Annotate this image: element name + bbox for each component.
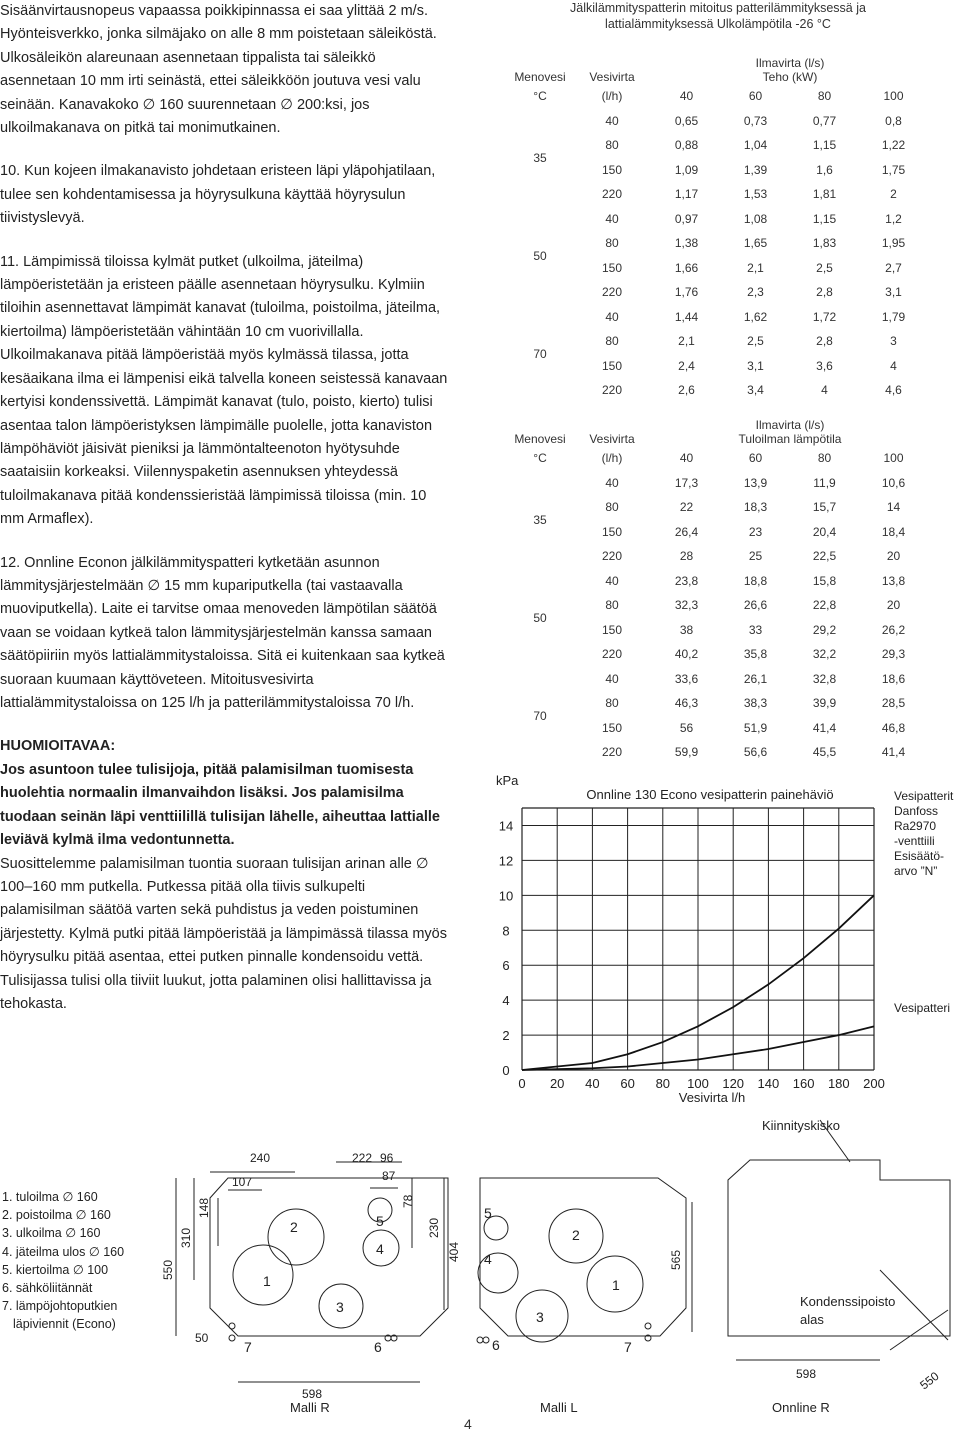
dim-598: 598 [302, 1387, 323, 1401]
flow-cell: 80 [605, 138, 619, 153]
value-cell: 1,15 [812, 138, 837, 153]
port-label-7-r: 7 [244, 1339, 252, 1355]
value-cell: 51,9 [743, 720, 768, 735]
value-cell: 29,2 [812, 622, 837, 637]
flow-cell: 40 [605, 113, 619, 128]
legend-item-4: 4. jäteilma ulos ∅ 160 [2, 1244, 125, 1259]
value-cell: 3,1 [747, 358, 764, 373]
value-cell: 18,8 [743, 573, 768, 588]
value-cell: 1,53 [743, 187, 768, 202]
x-tick-label: 140 [757, 1076, 780, 1091]
value-cell: 4 [890, 358, 897, 373]
value-cell: 56 [679, 720, 694, 735]
flow-cell: 80 [605, 236, 619, 251]
notice-heading: HUOMIOITAVAA: [0, 738, 116, 755]
label-malli-l: Malli L [540, 1400, 578, 1415]
value-cell: 22 [679, 500, 694, 515]
flow-cell: 40 [605, 211, 619, 226]
airflow-col-60: 60 [748, 451, 763, 466]
legend-item-1: 1. tuloilma ∅ 160 [2, 1190, 98, 1204]
dim-148: 148 [197, 1197, 211, 1218]
flow-cell: 40 [605, 671, 619, 686]
value-cell: 2,7 [885, 260, 902, 275]
value-cell: 41,4 [881, 745, 906, 760]
value-cell: 17,3 [674, 475, 699, 490]
flow-cell: 80 [605, 598, 619, 613]
value-cell: 4,6 [885, 383, 902, 398]
value-cell: 28,5 [881, 696, 906, 711]
value-cell: 1,09 [674, 162, 699, 177]
value-cell: 26,6 [743, 598, 768, 613]
valve-annotation-line: arvo ”N” [894, 864, 938, 878]
dim-565: 565 [669, 1249, 683, 1270]
airflow-title: Ilmavirta (l/s) [755, 418, 825, 432]
chart-x-ticks [518, 1076, 884, 1091]
dim-404: 404 [447, 1241, 461, 1262]
table1-caption-line1: Jälkilämmityspatterin mitoitus patterilämmityksessä ja [570, 1, 866, 15]
valve-annotation-line: Vesipatterit [894, 789, 954, 803]
dim-50: 50 [195, 1331, 209, 1345]
value-cell: 2,4 [678, 358, 695, 373]
legend-item-7: 7. lämpöjohtoputkien [2, 1299, 118, 1314]
notice-bold-text: Jos asuntoon tulee tulisijoja, pitää palamisilman tuomisesta huolehtia normaalin ilmanvaihdon lisäksi. Jos palamisilma tuodaan seinän läpi venttiilillä tulisijan lähelle, aiheuttaa lattialle leviävä kylmä ilma vedontunnetta. [0, 761, 440, 849]
value-cell: 1,79 [881, 309, 906, 324]
value-cell: 18,6 [881, 671, 906, 686]
value-cell: 1,81 [812, 187, 837, 202]
label-malli-r: Malli R [290, 1400, 330, 1415]
chart-y-unit: kPa [496, 773, 519, 788]
legend-item-2: 2. poistoilma ∅ 160 [2, 1208, 111, 1223]
x-tick-label: 120 [722, 1076, 745, 1091]
port-label-2-r: 2 [290, 1219, 298, 1235]
value-cell: 11,9 [813, 475, 836, 490]
airflow-subtitle: Tuloilman lämpötila [738, 432, 842, 446]
value-cell: 1,75 [881, 162, 906, 177]
dim-222: 222 [352, 1151, 373, 1165]
header-row [508, 410, 928, 446]
unit-drawings [0, 1110, 960, 1436]
table1-caption [508, 0, 928, 32]
flow-cell: 150 [601, 622, 623, 637]
value-cell: 29,3 [881, 647, 906, 662]
value-cell: 32,2 [812, 647, 837, 662]
chart-x-label: Vesivirta l/h [678, 1090, 746, 1105]
value-cell: 56,6 [743, 745, 768, 760]
value-cell: 1,66 [674, 260, 699, 275]
value-cell: 1,08 [743, 211, 768, 226]
value-cell: 20,4 [812, 524, 837, 539]
x-tick-label: 60 [620, 1076, 635, 1091]
value-cell: 22,8 [812, 598, 837, 613]
value-cell: 1,95 [881, 236, 906, 251]
y-tick-label: 12 [498, 853, 514, 869]
value-cell: 18,3 [743, 500, 768, 515]
y-tick-label: 10 [498, 888, 514, 904]
value-cell: 0,65 [674, 113, 699, 128]
vesivirta-header: Vesivirta [589, 432, 635, 446]
x-tick-label: 20 [549, 1076, 565, 1091]
x-tick-label: 0 [518, 1076, 526, 1091]
port-2-r [268, 1209, 324, 1265]
flow-cell: 150 [601, 720, 623, 735]
temperature-cell: 70 [533, 708, 547, 723]
value-cell: 3,6 [816, 358, 833, 373]
x-tick-label: 100 [687, 1076, 709, 1091]
header-row [508, 48, 928, 84]
airflow-subtitle: Teho (kW) [762, 70, 818, 84]
unit-flow: (l/h) [601, 451, 623, 466]
flow-cell: 220 [601, 187, 623, 202]
x-tick-label: 180 [827, 1076, 850, 1091]
chart-grid [522, 808, 874, 1070]
table-row [508, 207, 928, 232]
value-cell: 13,8 [881, 573, 906, 588]
airflow-col-40: 40 [679, 451, 694, 466]
label-condensate-1: Kondenssipoisto [800, 1294, 896, 1309]
value-cell: 26,1 [743, 671, 768, 686]
airflow-header [652, 48, 928, 84]
value-cell: 1,44 [674, 309, 699, 324]
label-kiinnityskisko: Kiinnityskisko [762, 1118, 841, 1133]
temperature-cell: 50 [533, 248, 547, 263]
dim-550-onnline: 550 [917, 1368, 942, 1393]
value-cell: 3,1 [885, 285, 902, 300]
value-cell: 2,6 [678, 383, 695, 398]
menovesi-header: Menovesi [514, 432, 566, 446]
airflow-col-80: 80 [817, 89, 832, 104]
flow-cell: 220 [601, 647, 623, 662]
table-row [508, 667, 928, 692]
temperature-cell: 35 [533, 150, 547, 165]
page-number: 4 [464, 1416, 472, 1432]
value-cell: 33,6 [674, 671, 699, 686]
label-condensate-2: alas [800, 1312, 824, 1327]
temperature-cell: 35 [533, 512, 547, 527]
value-cell: 1,17 [674, 187, 699, 202]
value-cell: 2,1 [678, 334, 695, 349]
flow-cell: 80 [605, 334, 619, 349]
port-label-2-l: 2 [572, 1227, 580, 1243]
legend-item-6: 6. sähköliitännät [2, 1281, 93, 1296]
value-cell: 0,97 [674, 211, 699, 226]
x-tick-label: 80 [655, 1076, 671, 1091]
value-cell: 45,5 [812, 745, 837, 760]
value-cell: 1,2 [885, 211, 902, 226]
table-row [508, 569, 928, 594]
chart-title: Onnline 130 Econo vesipatterin painehäviö [586, 787, 834, 802]
value-cell: 13,9 [743, 475, 768, 490]
port-label-3-l: 3 [536, 1309, 544, 1325]
pressure-loss-chart [490, 770, 960, 1110]
chart-y-ticks [499, 818, 513, 1078]
port-label-5-r: 5 [376, 1213, 384, 1229]
value-cell: 2,1 [747, 260, 764, 275]
airflow-col-80: 80 [817, 451, 832, 466]
value-cell: 2,8 [816, 334, 833, 349]
port-label-3-r: 3 [336, 1299, 344, 1315]
valve-annotation-line: Danfoss [894, 804, 939, 818]
value-cell: 1,76 [674, 285, 699, 300]
malli-l-outline [480, 1178, 686, 1336]
value-cell: 23,8 [674, 573, 699, 588]
airflow-header [652, 410, 928, 446]
value-cell: 4 [821, 383, 828, 398]
value-cell: 1,22 [881, 138, 906, 153]
value-cell: 2 [890, 187, 897, 202]
value-cell: 1,72 [812, 309, 837, 324]
value-cell: 1,62 [743, 309, 768, 324]
value-cell: 1,83 [812, 236, 837, 251]
value-cell: 14 [886, 500, 901, 515]
flow-cell: 40 [605, 475, 619, 490]
port-label-6-r: 6 [374, 1339, 382, 1355]
value-cell: 46,3 [674, 696, 699, 711]
legend-item-7-cont: läpiviennit (Econo) [13, 1317, 116, 1332]
table-row [508, 109, 928, 134]
value-cell: 40,2 [674, 647, 699, 662]
left-column [0, 0, 452, 1016]
paragraph-11: 11. Lämpimissä tiloissa kylmät putket (ulkoilma, jäteilma) lämpöeristetään ja eristeen päälle asennetaan höyrysulku. Kylmiin tiloihin asennettavat lämpimät kanavat (tuloilma, poistoilma, jäteilma, kiertoilma) lämpöeristetään vähintään 10 cm vuorivillalla. Ulkoilmakanava pitää lämpöeristää myös kylmässä tilassa, jotta kesäaikana ilma ei lämpenisi eikä talvella koneen seistessä kanavaan kertyisi kondenssivettä. Lämpimät kanavat (tulo, poisto, kierto) tulisi asentaa talon lämpöeristyksen lämpimälle puolelle, jotta kanaviston lämpöhäviöt jäisivät pieniksi ja lämmöntalteenoton hyötysuhde saataisiin korkeaksi. Viilennyspaketin asennuksen yhteydessä tuloilmakanava pitää kondenssieristää lämpimissä tiloissa (min. 10 mm Armaflex). [0, 253, 448, 528]
flow-cell: 220 [601, 745, 623, 760]
flow-cell: 220 [601, 549, 623, 564]
airflow-title: Ilmavirta (l/s) [755, 56, 825, 70]
legend-item-3: 3. ulkoilma ∅ 160 [2, 1226, 101, 1241]
flow-cell: 80 [605, 500, 619, 515]
dim-310: 310 [179, 1227, 193, 1248]
value-cell: 32,8 [812, 671, 837, 686]
dim-240: 240 [250, 1151, 271, 1165]
port-label-1-l: 1 [612, 1277, 620, 1293]
paragraph-10: 10. Kun kojeen ilmakanavisto johdetaan eristeen läpi yläpohjatilaan, tulee sen kohdentamisessa ja höyrysulkuna käyttää höyrysulun tiivistyslevyä. [0, 163, 436, 227]
port-label-6-l: 6 [492, 1337, 500, 1353]
label-onnline-r: Onnline R [772, 1400, 830, 1415]
x-tick-label: 160 [792, 1076, 815, 1091]
vesivirta-header: Vesivirta [589, 70, 635, 84]
value-cell: 25 [748, 549, 763, 564]
paragraph-12: 12. Onnline Econon jälkilämmityspatteri kytketään asunnon lämmitysjärjestelmään ∅ 15 mm kupariputkella (tai vastaavalla muoviputkella). Laite ei tarvitse omaa menoveden lämpötilan säätöä vaan se voidaan kytkeä talon lämmitysjärjestelmän kanssa samaan säätöpiiriin myös lattialämmitystaloissa. Sitä ei kuitenkaan saa kytkeä suoraan kuumaan käyttöveteen. Mitoitusvesivirta lattialämmitystaloissa on 125 l/h ja patterilämmitystaloissa 70 l/h. [0, 554, 445, 711]
temperature-cell: 70 [533, 346, 547, 361]
unit-flow: (l/h) [601, 89, 623, 104]
value-cell: 3 [890, 334, 897, 349]
flow-cell: 150 [601, 162, 623, 177]
legend-item-5: 5. kiertoilma ∅ 100 [2, 1262, 109, 1277]
value-cell: 28 [679, 549, 694, 564]
unit-celsius: °C [533, 89, 547, 104]
value-cell: 1,38 [674, 236, 699, 251]
value-cell: 0,77 [812, 113, 837, 128]
value-cell: 2,5 [816, 260, 833, 275]
airflow-col-60: 60 [748, 89, 763, 104]
small-port-r-a [229, 1323, 235, 1329]
table1-caption-line2: lattialämmityksessä Ulkolämpötila -26 °C [605, 17, 831, 31]
value-cell: 2,8 [816, 285, 833, 300]
port-label-4-l: 4 [484, 1251, 492, 1267]
valve-annotation-line: Esisäätö- [894, 849, 945, 863]
value-cell: 32,3 [674, 598, 699, 613]
paragraph-intro: Sisäänvirtausnopeus vapaassa poikkipinnassa ei saa ylittää 2 m/s. Hyönteisverkko, jonka silmäjako on alle 8 mm poistetaan säleiköstä. Ulkosäleikön alareunaan asennetaan tippalista tai säleikkö asennetaan 10 mm irti seinästä, ettei säleikköön joutuva vesi valu seinään. Kanavakoko ∅ 160 suurennetaan ∅ 200:ksi, jos ulkoilmakanava on pitkä tai monimutkainen. [0, 3, 437, 137]
value-cell: 59,9 [674, 745, 699, 760]
value-cell: 1,04 [743, 138, 768, 153]
small-port-l-b [483, 1337, 489, 1343]
value-cell: 1,15 [812, 211, 837, 226]
value-cell: 26,2 [881, 622, 906, 637]
paragraph-combustion-air: Suosittelemme palamisilman tuontia suoraan tulisijan arinan alle ∅ 100–160 mm putkella. Putkessa pitää olla tiivis sulkupelti palamisilman säätöä varten sekä puhdistus ja veden poistuminen järjestetty. Kylmä putki pitää lämpöeristää ja lämpimässä tilassa myös höyrysulku pitää asentaa, ettei putken pinnalle kondensoidu vettä. Tulisijassa tulisi olla tiiviit luukut, jotta palaminen olisi hallittavissa ja tehokasta. [0, 855, 447, 1012]
value-cell: 10,6 [881, 475, 906, 490]
small-port-l-c [645, 1323, 651, 1329]
value-cell: 15,7 [812, 500, 837, 515]
y-tick-label: 14 [498, 818, 514, 834]
value-cell: 23 [748, 524, 763, 539]
table-row [508, 305, 928, 330]
flow-cell: 220 [601, 383, 623, 398]
y-tick-label: 0 [502, 1063, 510, 1078]
flow-cell: 40 [605, 309, 619, 324]
flow-cell: 40 [605, 573, 619, 588]
value-cell: 1,6 [816, 162, 833, 177]
value-cell: 22,5 [812, 549, 837, 564]
dim-550: 550 [161, 1259, 175, 1280]
value-cell: 0,88 [674, 138, 699, 153]
dim-107: 107 [232, 1175, 253, 1189]
value-cell: 18,4 [881, 524, 906, 539]
table-row [508, 471, 928, 496]
value-cell: 38,3 [743, 696, 768, 711]
value-cell: 2,5 [747, 334, 764, 349]
value-cell: 41,4 [812, 720, 837, 735]
unit-row [508, 446, 928, 471]
coil-annotation: Vesipatteri [894, 1001, 951, 1015]
port-label-7-l: 7 [624, 1339, 632, 1355]
y-tick-label: 4 [502, 993, 510, 1009]
value-cell: 33 [748, 622, 763, 637]
flow-cell: 220 [601, 285, 623, 300]
menovesi-header: Menovesi [514, 70, 566, 84]
value-cell: 20 [886, 598, 901, 613]
value-cell: 15,8 [812, 573, 837, 588]
value-cell: 20 [886, 549, 901, 564]
port-label-1-r: 1 [263, 1273, 271, 1289]
chart-annotations [894, 789, 954, 1015]
y-tick-label: 8 [502, 923, 510, 939]
x-tick-label: 200 [863, 1076, 885, 1091]
airflow-col-100: 100 [883, 451, 904, 466]
value-cell: 3,4 [747, 383, 764, 398]
table-supply-air-temperature [508, 410, 928, 765]
valve-annotation-line: Ra2970 [894, 819, 937, 833]
y-tick-label: 6 [502, 958, 510, 974]
flow-cell: 80 [605, 696, 619, 711]
temperature-cell: 50 [533, 610, 547, 625]
onnline-r-outline [728, 1160, 950, 1336]
flow-cell: 150 [601, 260, 623, 275]
y-tick-label: 2 [502, 1028, 510, 1044]
small-port-r-b [229, 1335, 235, 1341]
value-cell: 39,9 [812, 696, 837, 711]
unit-celsius: °C [533, 451, 547, 466]
value-cell: 0,73 [743, 113, 768, 128]
dim-line-550-onnline [890, 1310, 948, 1350]
port-label-4-r: 4 [376, 1241, 384, 1257]
value-cell: 26,4 [674, 524, 699, 539]
airflow-col-100: 100 [883, 89, 904, 104]
dim-230: 230 [427, 1217, 441, 1238]
value-cell: 46,8 [881, 720, 906, 735]
table-heating-power [508, 48, 928, 403]
flow-cell: 150 [601, 524, 623, 539]
valve-annotation-line: -venttiili [894, 834, 935, 848]
value-cell: 35,8 [743, 647, 768, 662]
dim-598-onnline: 598 [796, 1367, 817, 1381]
dim-96: 96 [380, 1151, 394, 1165]
value-cell: 0,8 [885, 113, 902, 128]
value-cell: 2,3 [747, 285, 764, 300]
value-cell: 1,65 [743, 236, 768, 251]
value-cell: 1,39 [743, 162, 768, 177]
flow-cell: 150 [601, 358, 623, 373]
value-cell: 38 [679, 622, 694, 637]
dim-78: 78 [401, 1194, 415, 1208]
airflow-col-40: 40 [679, 89, 694, 104]
dim-87: 87 [382, 1169, 396, 1183]
unit-row [508, 84, 928, 109]
x-tick-label: 40 [585, 1076, 600, 1091]
port-label-5-l: 5 [484, 1205, 492, 1221]
small-port-l-a [477, 1337, 483, 1343]
